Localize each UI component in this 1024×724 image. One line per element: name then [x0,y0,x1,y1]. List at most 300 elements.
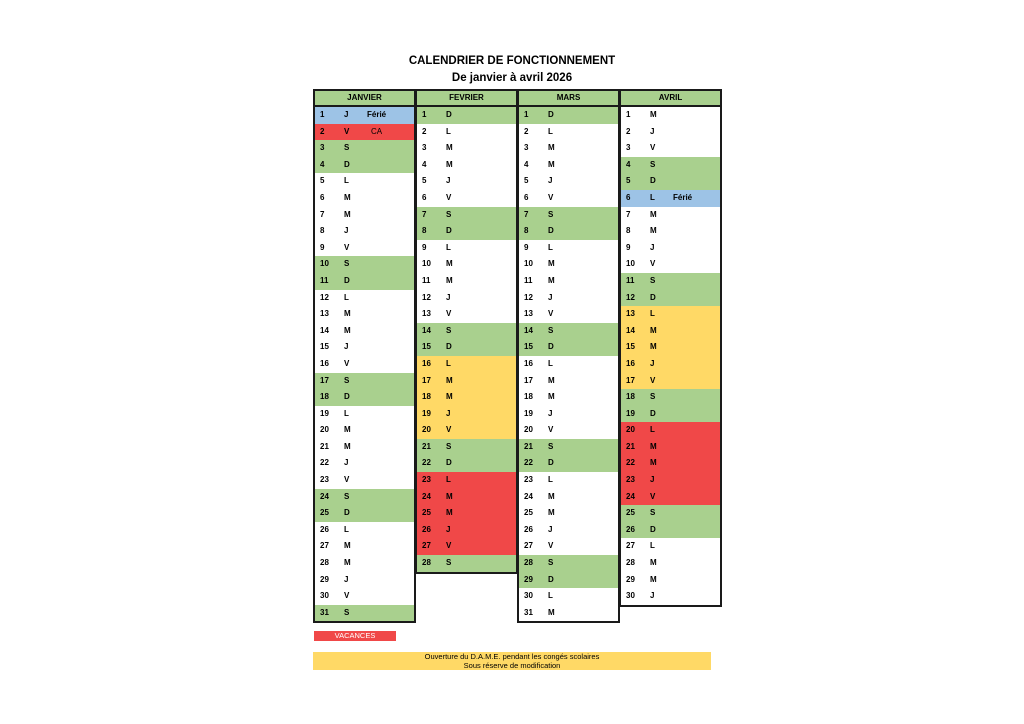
day-letter: J [548,176,553,186]
day-letter: J [344,110,349,119]
day-number: 3 [422,143,427,153]
day-letter: S [650,159,656,169]
day-number: 25 [422,508,431,518]
day-letter: L [650,192,655,202]
day-number: 22 [524,458,533,468]
day-letter: V [446,541,452,551]
day-letter: J [344,342,349,352]
day-letter: D [650,292,656,302]
day-number: 26 [524,524,533,534]
day-number: 30 [524,591,533,601]
day-row [519,373,618,390]
day-row [417,306,516,323]
day-row [621,422,720,439]
day-row [519,522,618,539]
day-row [315,356,414,373]
day-row [519,306,618,323]
day-number: 2 [422,126,427,136]
day-number: 24 [422,491,431,501]
day-row [315,306,414,323]
day-letter: M [344,325,351,335]
day-letter: M [650,441,657,451]
day-row [315,505,414,522]
day-number: 16 [524,358,533,368]
day-letter: D [650,176,656,186]
day-row [621,207,720,224]
day-number: 17 [626,375,635,385]
day-letter: D [344,508,350,518]
legend-ouverture [313,652,711,670]
day-letter: D [344,159,350,169]
day-letter: L [650,425,655,435]
day-letter: D [446,110,452,119]
day-row [315,124,414,141]
day-row [417,339,516,356]
day-row [621,389,720,406]
day-letter: S [548,325,554,335]
day-number: 21 [320,441,329,451]
day-number: 4 [626,159,631,169]
page-subtitle: De janvier à avril 2026 [451,72,573,84]
day-letter: L [446,358,451,368]
day-row [519,389,618,406]
day-letter: S [548,209,554,219]
day-letter: V [548,541,554,551]
day-note: CA [371,126,383,136]
day-letter: L [650,309,655,319]
day-number: 31 [524,607,533,617]
day-number: 13 [320,309,329,319]
day-row [621,572,720,589]
day-row [621,107,720,124]
day-letter: M [548,159,555,169]
day-row [621,323,720,340]
day-letter: S [446,209,452,219]
day-row [417,356,516,373]
day-letter: S [548,558,554,568]
day-number: 29 [524,574,533,584]
day-number: 7 [422,209,427,219]
day-letter: V [650,143,656,153]
day-number: 10 [524,259,533,269]
day-letter: M [446,508,453,518]
day-letter: L [344,176,349,186]
day-number: 15 [422,342,431,352]
day-row [621,140,720,157]
day-number: 22 [626,458,635,468]
day-row [417,107,516,124]
day-number: 18 [320,392,329,402]
day-letter: L [446,126,451,136]
day-letter: M [446,143,453,153]
day-letter: D [548,226,554,236]
day-row [621,223,720,240]
day-row [417,472,516,489]
day-number: 14 [422,325,431,335]
day-letter: J [548,292,553,302]
day-row [519,323,618,340]
day-row [621,273,720,290]
day-row [315,173,414,190]
month-header: MARS [519,91,618,107]
day-number: 24 [524,491,533,501]
day-number: 20 [422,425,431,435]
day-number: 17 [422,375,431,385]
day-letter: M [548,508,555,518]
day-letter: M [548,143,555,153]
day-row [621,522,720,539]
day-number: 9 [626,242,631,252]
day-number: 16 [320,358,329,368]
day-number: 18 [524,392,533,402]
day-letter: J [650,475,655,485]
day-letter: V [446,425,452,435]
day-number: 4 [320,159,325,169]
day-row [417,223,516,240]
day-row [417,256,516,273]
legend-vacances: VACANCES [314,631,396,641]
month-column-mars [517,89,620,623]
day-number: 5 [422,176,427,186]
day-number: 9 [320,242,325,252]
day-letter: M [650,110,657,119]
day-number: 28 [524,558,533,568]
day-number: 18 [626,392,635,402]
day-row [417,406,516,423]
day-letter: V [344,591,350,601]
day-number: 10 [626,259,635,269]
day-number: 7 [626,209,631,219]
day-letter: M [344,541,351,551]
day-number: 8 [626,226,631,236]
day-letter: L [548,358,553,368]
day-row [315,207,414,224]
day-row [315,572,414,589]
day-row [621,173,720,190]
day-number: 21 [524,441,533,451]
day-row [417,555,516,572]
day-number: 27 [626,541,635,551]
day-row [315,406,414,423]
day-letter: J [650,242,655,252]
day-number: 2 [524,126,529,136]
day-letter: L [344,524,349,534]
day-row [417,323,516,340]
day-row [315,256,414,273]
day-row [621,588,720,605]
day-row [621,306,720,323]
day-row [519,588,618,605]
day-letter: J [446,292,451,302]
month-column-fevrier [415,89,518,574]
day-row [621,538,720,555]
day-number: 19 [422,408,431,418]
day-number: 8 [524,226,529,236]
day-number: 11 [524,275,533,285]
day-letter: L [344,292,349,302]
day-row [621,505,720,522]
day-letter: S [650,392,656,402]
day-row [621,339,720,356]
day-row [417,190,516,207]
day-row [519,538,618,555]
day-letter: M [548,375,555,385]
day-row [315,588,414,605]
day-number: 6 [626,192,631,202]
day-letter: V [650,491,656,501]
day-row [519,290,618,307]
day-letter: M [344,209,351,219]
day-letter: J [344,574,349,584]
day-note: Férié [673,192,693,202]
day-row [621,356,720,373]
day-number: 27 [524,541,533,551]
day-number: 14 [626,325,635,335]
day-letter: D [548,574,554,584]
day-number: 17 [320,375,329,385]
day-row [417,439,516,456]
day-row [519,157,618,174]
day-row [417,505,516,522]
day-letter: M [548,259,555,269]
day-number: 6 [422,192,427,202]
day-row [315,489,414,506]
day-row [519,572,618,589]
day-number: 4 [422,159,427,169]
day-row [621,455,720,472]
day-row [315,290,414,307]
day-row [315,522,414,539]
day-row [621,190,720,207]
day-letter: M [548,392,555,402]
day-row [519,422,618,439]
day-row [417,140,516,157]
day-number: 3 [626,143,631,153]
day-row [519,124,618,141]
day-row [519,455,618,472]
day-row [621,472,720,489]
day-number: 12 [320,292,329,302]
day-number: 10 [320,259,329,269]
day-letter: M [650,342,657,352]
day-letter: V [548,309,554,319]
day-number: 9 [422,242,427,252]
page-title: CALENDRIER DE FONCTIONNEMENT [408,55,616,67]
day-row [315,605,414,622]
day-number: 26 [422,524,431,534]
day-row [315,223,414,240]
day-row [417,389,516,406]
day-letter: D [344,392,350,402]
day-number: 12 [422,292,431,302]
day-letter: S [548,441,554,451]
month-header: AVRIL [621,91,720,107]
day-row [519,107,618,124]
day-number: 25 [320,508,329,518]
day-number: 12 [626,292,635,302]
day-letter: S [344,143,350,153]
day-letter: M [650,458,657,468]
day-row [315,422,414,439]
day-letter: V [650,375,656,385]
day-row [621,555,720,572]
day-letter: M [548,607,555,617]
day-number: 15 [626,342,635,352]
day-row [621,406,720,423]
day-row [315,538,414,555]
day-number: 13 [626,309,635,319]
day-number: 7 [524,209,529,219]
day-letter: L [650,541,655,551]
day-letter: M [650,209,657,219]
day-row [519,207,618,224]
day-number: 13 [422,309,431,319]
day-letter: M [344,441,351,451]
day-row [315,240,414,257]
day-number: 16 [422,358,431,368]
day-number: 19 [626,408,635,418]
day-row [519,489,618,506]
day-row [417,273,516,290]
day-letter: S [344,259,350,269]
day-row [519,273,618,290]
day-letter: V [344,242,350,252]
day-number: 1 [320,110,325,119]
day-letter: V [548,192,554,202]
day-row [519,406,618,423]
day-number: 19 [320,408,329,418]
day-letter: D [650,408,656,418]
day-row [417,373,516,390]
day-number: 14 [320,325,329,335]
day-row [315,439,414,456]
day-letter: D [650,524,656,534]
day-letter: L [548,591,553,601]
day-letter: L [548,126,553,136]
day-row [621,290,720,307]
day-letter: M [548,275,555,285]
day-letter: D [446,458,452,468]
day-row [519,555,618,572]
day-number: 2 [320,126,325,136]
day-row [519,472,618,489]
day-row [417,157,516,174]
day-row [519,505,618,522]
day-letter: J [344,458,349,468]
day-letter: S [446,441,452,451]
day-letter: J [446,408,451,418]
day-row [417,240,516,257]
day-number: 5 [320,176,325,186]
day-number: 30 [626,591,635,601]
month-header: FEVRIER [417,91,516,107]
day-row [519,190,618,207]
day-row [315,472,414,489]
day-letter: V [344,358,350,368]
day-letter: S [344,491,350,501]
day-number: 27 [320,541,329,551]
day-row [621,373,720,390]
day-letter: J [548,408,553,418]
day-number: 26 [626,524,635,534]
day-number: 23 [626,475,635,485]
day-number: 19 [524,408,533,418]
day-row [519,439,618,456]
day-number: 11 [422,275,431,285]
day-row [519,140,618,157]
day-number: 29 [320,574,329,584]
day-letter: V [344,475,350,485]
day-note: Férié [367,110,387,119]
day-number: 22 [422,458,431,468]
day-row [417,538,516,555]
day-letter: V [446,192,452,202]
day-row [621,256,720,273]
day-row [315,323,414,340]
day-letter: M [344,309,351,319]
day-number: 20 [626,425,635,435]
day-letter: L [446,475,451,485]
day-number: 10 [422,259,431,269]
day-letter: L [344,408,349,418]
day-letter: J [446,176,451,186]
day-row [519,256,618,273]
day-row [417,290,516,307]
day-letter: D [446,342,452,352]
day-number: 1 [626,110,631,119]
day-number: 26 [320,524,329,534]
day-number: 11 [626,275,635,285]
day-number: 25 [524,508,533,518]
day-row [315,107,414,124]
day-letter: L [446,242,451,252]
day-letter: M [650,226,657,236]
day-number: 3 [524,143,529,153]
day-row [417,173,516,190]
day-letter: M [446,159,453,169]
day-row [519,356,618,373]
day-letter: V [548,425,554,435]
day-row [315,339,414,356]
day-number: 17 [524,375,533,385]
day-letter: M [650,558,657,568]
day-letter: D [344,275,350,285]
day-row [315,555,414,572]
day-number: 15 [320,342,329,352]
day-row [621,124,720,141]
day-row [621,157,720,174]
day-number: 25 [626,508,635,518]
day-number: 20 [524,425,533,435]
day-row [519,605,618,622]
day-row [519,240,618,257]
day-number: 31 [320,607,329,617]
day-letter: V [650,259,656,269]
day-number: 5 [524,176,529,186]
day-number: 28 [626,558,635,568]
day-number: 28 [422,558,431,568]
day-number: 13 [524,309,533,319]
day-number: 8 [320,226,325,236]
day-letter: J [650,591,655,601]
day-letter: V [344,126,350,136]
day-number: 6 [524,192,529,202]
day-letter: D [446,226,452,236]
day-number: 6 [320,192,325,202]
day-letter: L [548,242,553,252]
day-number: 2 [626,126,631,136]
day-row [417,455,516,472]
